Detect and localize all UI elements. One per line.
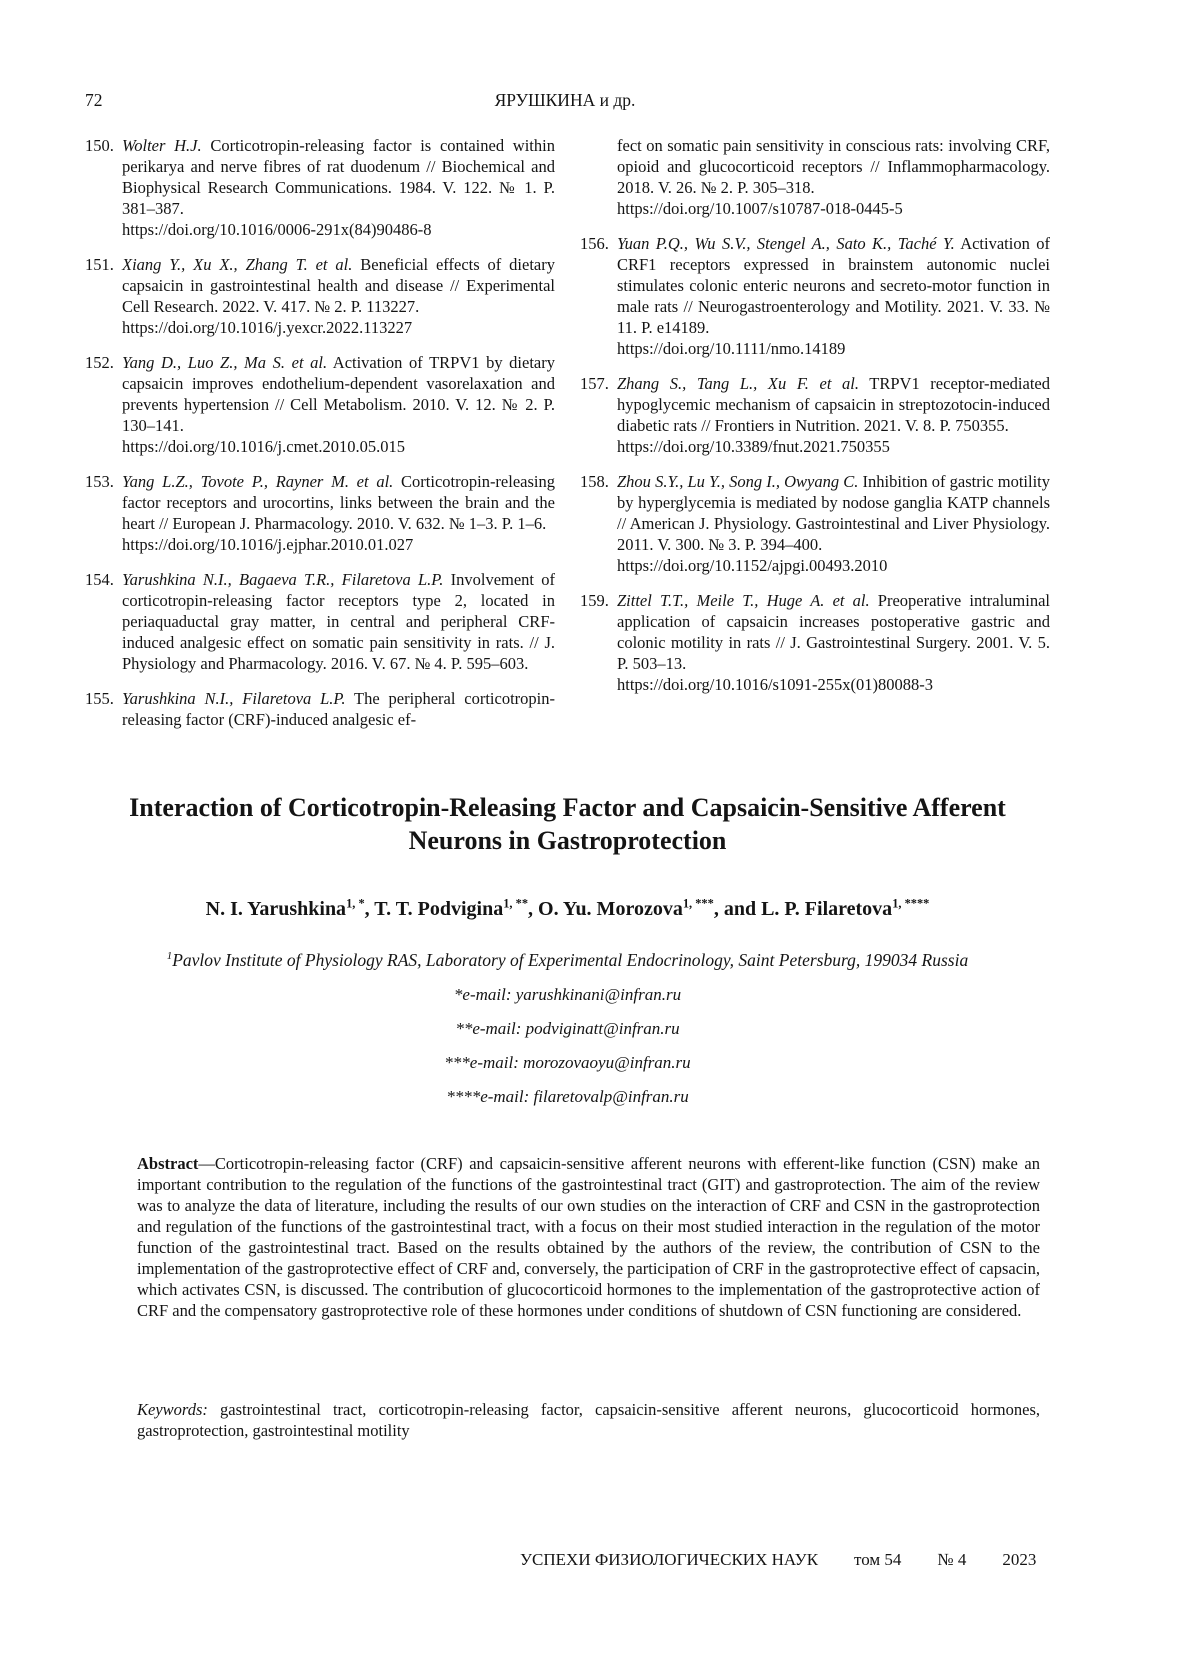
- running-header: [0, 90, 1200, 114]
- reference-body: Preoperative intraluminal application of capsaicin increases postoperative gastric and colonic motility in rats // J. Gastrointestinal Surgery. 2001. V. 5. P. 503–13.: [617, 591, 1051, 673]
- reference-number: 156.: [580, 234, 609, 253]
- page-footer: [520, 1550, 1036, 1570]
- reference-item: [85, 352, 555, 457]
- reference-authors: Xiang Y., Xu X., Zhang T. et al.: [122, 255, 353, 274]
- references-right-column: [580, 135, 1050, 744]
- footer-issue: № 4: [937, 1550, 967, 1569]
- reference-doi: https://doi.org/10.1016/j.cmet.2010.05.015: [122, 437, 405, 456]
- reference-item: [85, 135, 555, 240]
- reference-authors: Yarushkina N.I., Filaretova L.P.: [122, 689, 346, 708]
- reference-body: TRPV1 receptor-mediated hypoglycemic mechanism of capsaicin in streptozotocin-induced diabetic rats // Frontiers in Nutrition. 2021. V. 8. P. 750355.: [617, 374, 1050, 435]
- article-title: Interaction of Corticotropin-Releasing Factor and Capsaicin-Sensitive Afferent Neurons in Gastroprotection: [129, 793, 1006, 855]
- author-superscript: 1, *: [346, 896, 365, 911]
- reference-authors: Zittel T.T., Meile T., Huge A. et al.: [617, 591, 870, 610]
- reference-authors: Yarushkina N.I., Bagaeva T.R., Filaretova L.P.: [122, 570, 444, 589]
- reference-doi: https://doi.org/10.1016/j.yexcr.2022.113227: [122, 318, 413, 337]
- email-line: *e-mail: yarushkinani@infran.ru: [453, 985, 682, 1004]
- email-line: ****e-mail: filaretovalp@infran.ru: [446, 1087, 689, 1106]
- footer-year: 2023: [1002, 1550, 1037, 1569]
- abstract: [137, 1153, 1040, 1321]
- reference-number: 151.: [85, 255, 114, 274]
- abstract-label: Abstract: [137, 1154, 199, 1173]
- reference-item: [85, 569, 555, 674]
- reference-doi: https://doi.org/10.1016/j.ejphar.2010.01.027: [122, 535, 414, 554]
- reference-item: [85, 688, 555, 730]
- reference-authors: Yuan P.Q., Wu S.V., Stengel A., Sato K., Taché Y.: [617, 234, 955, 253]
- affiliation: [85, 949, 1050, 971]
- reference-number: 157.: [580, 374, 609, 393]
- running-head: ЯРУШКИНА и др.: [494, 90, 636, 110]
- reference-authors: Wolter H.J.: [122, 136, 202, 155]
- email-line: ***e-mail: morozovaoyu@infran.ru: [444, 1053, 691, 1072]
- author-name: L. P. Filaretova: [761, 898, 893, 920]
- author-superscript: 1, ****: [892, 896, 930, 911]
- reference-authors: Zhou S.Y., Lu Y., Song I., Owyang C.: [617, 472, 859, 491]
- reference-body: Involvement of corticotropin-releasing factor receptors type 2, located in periaquaductal gray matter, in central and peripheral CRF-induced analgesic effect on somatic pain sensitivity in rats. // J. Physiology and Pharmacology. 2016. V. 67. № 4. P. 595–603.: [122, 570, 556, 673]
- reference-number: 154.: [85, 570, 114, 589]
- footer-volume: том 54: [854, 1550, 902, 1569]
- reference-item: [85, 471, 555, 555]
- author-name: O. Yu. Morozova: [538, 898, 683, 920]
- footer-journal-name: УСПЕХИ ФИЗИОЛОГИЧЕСКИХ НАУК: [520, 1550, 819, 1569]
- keywords: [137, 1399, 1040, 1441]
- reference-item: [580, 233, 1050, 359]
- reference-body: Activation of TRPV1 by dietary capsaicin improves endothelium-dependent vasorelaxation and prevents hypertension // Cell Metabolism. 2010. V. 12. № 2. P. 130–141.: [122, 353, 555, 435]
- affiliation-text: Pavlov Institute of Physiology RAS, Laboratory of Experimental Endocrinology, Saint Petersburg, 199034 Russia: [172, 950, 969, 970]
- reference-body: Corticotropin-releasing factor is contained within perikarya and nerve fibres of rat duodenum // Biochemical and Biophysical Research Communications. 1984. V. 122. № 1. P. 381–387.: [122, 136, 555, 218]
- author-superscript: 1, **: [503, 896, 529, 911]
- reference-body: Beneficial effects of dietary capsaicin in gastrointestinal health and disease // Experimental Cell Research. 2022. V. 417. № 2. P. 113227.: [122, 255, 555, 316]
- author-separator: ,: [364, 898, 375, 920]
- author-separator: , and: [713, 898, 762, 920]
- reference-body: Inhibition of gastric motility by hyperglycemia is mediated by nodose ganglia KATP channels // American J. Physiology. Gastrointestinal and Liver Physiology. 2011. V. 300. № 3. P. 394–400.: [617, 472, 1050, 554]
- author-name: N. I. Yarushkina: [205, 898, 347, 920]
- references-section: [85, 135, 1050, 744]
- reference-number: 152.: [85, 353, 114, 372]
- reference-doi: https://doi.org/10.1007/s10787-018-0445-5: [617, 199, 903, 218]
- reference-doi: https://doi.org/10.1016/s1091-255x(01)80088-3: [617, 675, 933, 694]
- reference-doi: https://doi.org/10.1152/ajpgi.00493.2010: [617, 556, 888, 575]
- abstract-text: —Corticotropin-releasing factor (CRF) and capsaicin-sensitive afferent neurons with efferent-like function (CSN) make an important contribution to the regulation of the functions of the gastrointestinal tract (GIT) and gastroprotection. The aim of the review was to analyze the data of literature, including the results of our own studies on the interaction of CRF and CSN in the gastroprotection and regulation of the functions of the gastrointestinal tract, with a focus on their most studied interaction in the regulation of the motor function of the gastrointestinal tract. Based on the results obtained by the authors of the review, the contribution of CSN to the implementation of the gastroprotective effect of CRF and, conversely, the participation of CRF in the gastroprotective effect of capsacin, which activates CSN, is discussed. The contribution of glucocorticoid hormones to the implementation of the gastroprotective action of CRF and the compensatory gastroprotective role of these hormones under conditions of shutdown of CSN functioning are considered.: [137, 1154, 1040, 1320]
- reference-authors: Yang L.Z., Tovote P., Rayner M. et al.: [122, 472, 394, 491]
- reference-body: fect on somatic pain sensitivity in conscious rats: involving CRF, opioid and glucocorticoid receptors // Inflammopharmacology. 2018. V. 26. № 2. P. 305–318.: [617, 136, 1050, 197]
- reference-number: 159.: [580, 591, 609, 610]
- reference-item: [580, 373, 1050, 457]
- email-line: **e-mail: podviginatt@infran.ru: [455, 1019, 680, 1038]
- references-left-column: [85, 135, 555, 744]
- reference-item: [580, 590, 1050, 695]
- reference-doi: https://doi.org/10.3389/fnut.2021.750355: [617, 437, 890, 456]
- reference-number: 155.: [85, 689, 114, 708]
- reference-number: 153.: [85, 472, 114, 491]
- reference-authors: Yang D., Luo Z., Ma S. et al.: [122, 353, 328, 372]
- author-superscript: 1, ***: [682, 896, 714, 911]
- keywords-text: gastrointestinal tract, corticotropin-releasing factor, capsaicin-sensitive afferent neurons, glucocorticoid hormones, gastroprotection, gastrointestinal motility: [137, 1400, 1040, 1440]
- reference-item: [580, 471, 1050, 576]
- affiliation-superscript: 1: [166, 950, 173, 963]
- authors-line: [85, 897, 1050, 922]
- reference-authors: Zhang S., Tang L., Xu F. et al.: [617, 374, 859, 393]
- reference-continuation: [580, 135, 1050, 219]
- page-number: 72: [85, 90, 103, 110]
- reference-doi: https://doi.org/10.1016/0006-291x(84)90486-8: [122, 220, 432, 239]
- reference-number: 158.: [580, 472, 609, 491]
- reference-doi: https://doi.org/10.1111/nmo.14189: [617, 339, 846, 358]
- page-content: [85, 135, 1050, 1441]
- author-name: T. T. Podvigina: [374, 898, 504, 920]
- reference-body: Corticotropin-releasing factor receptors and urocortins, links between the brain and the heart // European J. Pharmacology. 2010. V. 632. № 1–3. P. 1–6.: [122, 472, 555, 533]
- reference-item: [85, 254, 555, 338]
- reference-body: Activation of CRF1 receptors expressed in brainstem autonomic nuclei stimulates colonic enteric neurons and secreto-motor function in male rats // Neurogastroenterology and Motility. 2021. V. 33. № 11. P. e14189.: [617, 234, 1050, 337]
- reference-number: 150.: [85, 136, 114, 155]
- keywords-label: Keywords:: [137, 1400, 208, 1419]
- author-separator: ,: [528, 898, 539, 920]
- reference-body: The peripheral corticotropin-releasing factor (CRF)-induced analgesic ef-: [122, 689, 555, 729]
